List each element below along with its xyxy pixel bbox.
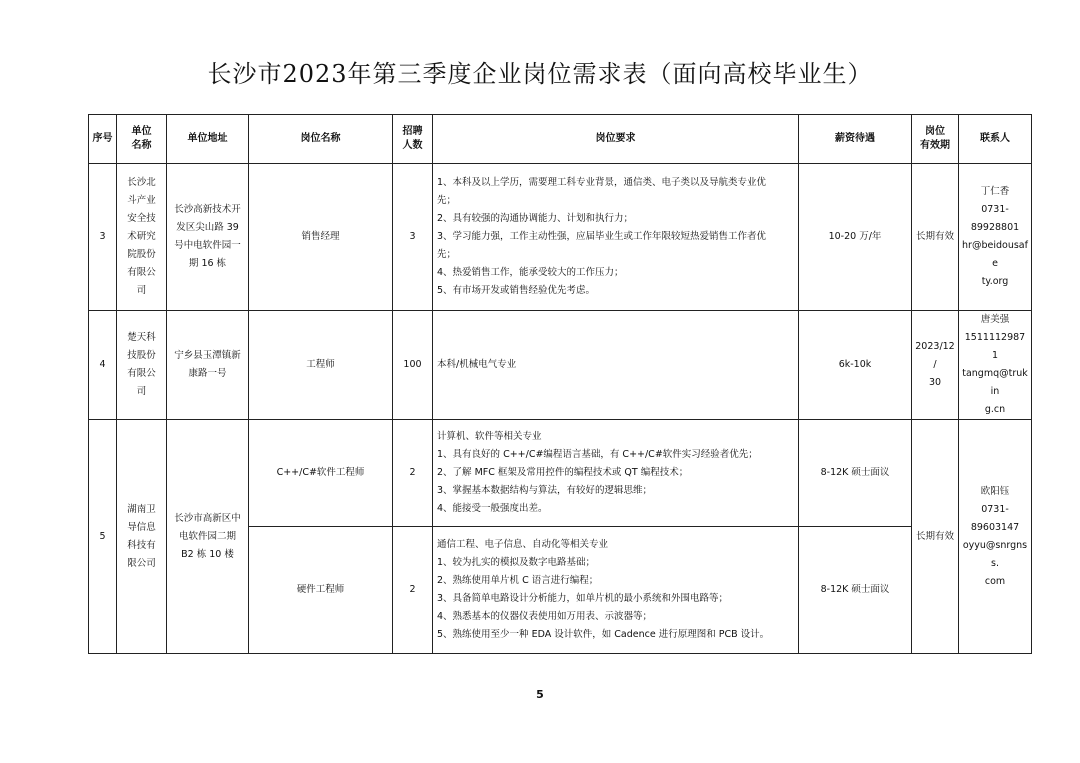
contact: 唐美强 15111129871 tangmq@trukin g.cn [959, 311, 1032, 420]
unit-name: 长沙北 斗产业 安全技 术研究 院股份 有限公 司 [117, 164, 167, 311]
position-requirements: 本科/机械电气专业 [433, 311, 799, 420]
salary: 10-20 万/年 [799, 164, 912, 311]
validity: 长期有效 [912, 420, 959, 654]
header-contact: 联系人 [959, 115, 1032, 164]
salary: 6k-10k [799, 311, 912, 420]
row-seq: 4 [89, 311, 117, 420]
table-row [89, 420, 1032, 527]
header-unit-name: 单位 名称 [117, 115, 167, 164]
position-requirements: 1、本科及以上学历，需要理工科专业背景，通信类、电子类以及导航类专业优 先； 2、具有较强的沟通协调能力、计划和执行力； 3、学习能力强，工作主动性强，应届毕业生或工作年限较短热爱销售工作者优 先； 4、热爱销售工作，能承受较大的工作压力； 5、有市场开发或销售经验优先考虑。 [433, 164, 799, 311]
hire-count: 2 [393, 420, 433, 527]
validity: 2023/12/ 30 [912, 311, 959, 420]
row-seq: 3 [89, 164, 117, 311]
position-name: 销售经理 [249, 164, 393, 311]
position-name: C++/C#软件工程师 [249, 420, 393, 527]
unit-name: 楚天科 技股份 有限公 司 [117, 311, 167, 420]
hire-count: 3 [393, 164, 433, 311]
header-validity: 岗位 有效期 [912, 115, 959, 164]
validity: 长期有效 [912, 164, 959, 311]
table-row [89, 311, 1032, 420]
page-title: 长沙市2023年第三季度企业岗位需求表（面向高校毕业生） [207, 60, 873, 88]
unit-address: 长沙市高新区中 电软件园二期 B2 栋 10 楼 [167, 420, 249, 654]
header-salary: 薪资待遇 [799, 115, 912, 164]
header-address: 单位地址 [167, 115, 249, 164]
header-position: 岗位名称 [249, 115, 393, 164]
header-requirement: 岗位要求 [433, 115, 799, 164]
hire-count: 2 [393, 527, 433, 654]
position-name: 硬件工程师 [249, 527, 393, 654]
position-requirements: 通信工程、电子信息、自动化等相关专业 1、较为扎实的模拟及数字电路基础； 2、熟练使用单片机 C 语言进行编程； 3、具备简单电路设计分析能力，如单片机的最小系统和外围电路等； 4、熟悉基本的仪器仪表使用如万用表、示波器等； 5、熟练使用至少一种 EDA 设计软件，如 Cadence 进行原理图和 PCB 设计。 [433, 527, 799, 654]
header-row [89, 115, 1032, 164]
hire-count: 100 [393, 311, 433, 420]
header-count: 招聘 人数 [393, 115, 433, 164]
unit-name: 湖南卫 导信息 科技有 限公司 [117, 420, 167, 654]
page-number: 5 [536, 688, 544, 701]
job-demand-table [88, 114, 1032, 654]
unit-address: 长沙高新技术开 发区尖山路 39 号中电软件园一 期 16 栋 [167, 164, 249, 311]
unit-address: 宁乡县玉潭镇新 康路一号 [167, 311, 249, 420]
header-seq: 序号 [89, 115, 117, 164]
position-requirements: 计算机、软件等相关专业 1、具有良好的 C++/C#编程语言基础，有 C++/C#软件实习经验者优先； 2、了解 MFC 框架及常用控件的编程技术或 QT 编程技术； 3、掌握基本数据结构与算法，有较好的逻辑思维； 4、能接受一般强度出差。 [433, 420, 799, 527]
row-seq: 5 [89, 420, 117, 654]
table-row [89, 164, 1032, 311]
contact: 丁仁香 0731-89928801 hr@beidousafe ty.org [959, 164, 1032, 311]
salary: 8-12K 硕士面议 [799, 527, 912, 654]
salary: 8-12K 硕士面议 [799, 420, 912, 527]
position-name: 工程师 [249, 311, 393, 420]
contact: 欧阳钰 0731-89603147 oyyu@snrgnss. com [959, 420, 1032, 654]
